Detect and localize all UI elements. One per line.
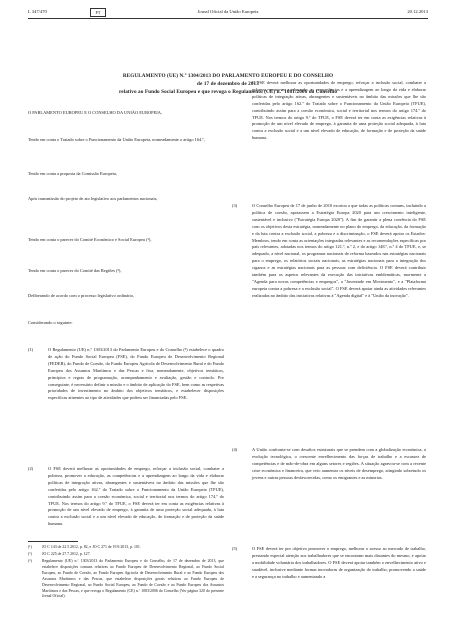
footnote-text: JO C 225 de 27.7.2012, p. 127. [42,552,91,556]
recital-text: A União confronta-se com desafios estruturais que se prendem com a globalização económica, a evolução tecnológica, o crescente envelhecimento das forças de trabalho e a escassez de competências e de mão-de-obra em alguns setores e regiões. A situação agravou-se com a recente crise económica e financeira, que veio aumentar os níveis de desemprego, atingindo sobretudo os jovens e outras pessoas desfavorecidas, como os emigrantes e as minorias. [252,447,426,480]
recital-number: (3) [232,203,238,208]
preamble-cor: Tendo em conta o parecer do Comité das Regiões (²), [28,268,122,273]
footnote-number: (¹) [28,545,32,549]
recital-1 [28,347,224,455]
recital-number: (1) [28,347,34,352]
regulation-date: de 17 de dezembro de 2013 [197,81,259,87]
publication-date: 20.12.2013 [407,9,428,14]
series-number: L 347/470 [28,9,47,14]
language-badge: PT [90,8,106,17]
page-header [28,7,428,17]
recital-text: O Conselho Europeu de 17 de junho de 2010 exortou a que todas as políticas comuns, incluindo a política de coesão, apoiassem a Estratégia Europa 2020 para um crescimento inteligente, sustentável e inclusivo ("Estratégia Europa 2020"). A fim de garantir a plena coerência do FSE com os objetivos desta estratégia, nomeadamente no plano do emprego, da educação, da formação e da luta contra a exclusão social, a pobreza e a discriminação, o FSE deverá apoiar os Estados-Membros, tendo em conta as orientações integradas relevantes e as recomendações específicas por país relevantes, adotadas nos termos do artigo 121.º, n.º 2, e do artigo 148.º, n.º 4 do TFUE, e, se adequado, a nível nacional, os programas nacionais de reforma baseados nas estratégias nacionais para o emprego, os relatórios sociais nacionais, as estratégias nacionais para a integração dos ciganos e as estratégias nacionais para as pessoas com deficiência. O FSE deverá contribuir também para os aspetos relevantes da execução das iniciativas emblemáticas, mormente a "Agenda para novas competências e empregos", a "Juventude em Movimento", e a "Plataforma europeia contra a pobreza e a exclusão social". O FSE deverá apoiar ainda as atividades relevantes realizadas no âmbito das iniciativas relativas à "Agenda digital" e à "União da inovação". [252,203,426,298]
recital-4 [232,447,426,517]
preamble-transmission: Após transmissão do projeto de ato legislativo aos parlamentos nacionais, [28,196,158,201]
footnote-number: (²) [28,552,32,556]
header-rule [28,18,428,19]
recital-2-text-part-2: O FSE deverá melhorar as oportunidades de emprego, reforçar a inclusão social, combater a pobreza, promover a educação, as competências e a aprendizagem ao longo da vida e elaborar políticas de integração ativas, abrangentes e sustentáveis no âmbito das missões que lhe são conferidas pelo artigo 162.º do Tratado sobre o Funcionamento da União Europeia (TFUE), contribuindo assim para a coesão económica, social e territorial nos termos do artigo 174.º do TFUE. Nos termos do artigo 9.º do TFUE, o FSE deverá ter em conta as exigências relativas à promoção de um nível elevado de emprego, à garantia de uma proteção social adequada, à luta contra a exclusão social e a um nível elevado de educação, de formação e de proteção da saúde humana. [252,80,426,141]
preamble-proposal: Tendo em conta a proposta da Comissão Europeia, [28,171,117,176]
recital-number: (4) [232,447,238,452]
recital-2-text-part-1: O FSE deverá melhorar as oportunidades de emprego, reforçar a inclusão social, combater a pobreza, promover a educação, as competências e a aprendizagem ao longo da vida e elaborar políticas de integração ativas, abrangentes e sustentáveis no âmbito das missões que lhe são conferidas pelo artigo 162.º do Tratado sobre o Funcionamento da União Europeia (TFUE), contribuindo assim para a coesão económica, social e territorial nos termos do artigo 174.º do TFUE. Nos termos do artigo 9.º do TFUE, o FSE deverá ter em conta as exigências relativas à promoção de um nível elevado de emprego, à garantia de uma proteção social adequada, à luta contra a exclusão social e a um nível elevado de educação, de formação e de proteção da saúde humana. [48,466,224,527]
recital-3 [232,203,426,418]
preamble-institutions: O PARLAMENTO EUROPEU E O CONSELHO DA UNIÃO EUROPEIA, [28,110,163,115]
journal-name: Jornal Oficial da União Europeia [197,9,259,14]
recital-text: O FSE deverá ter por objetivo promover o emprego, melhorar o acesso ao mercado de trabalho, prestando especial atenção aos trabalhadores que se encontram mais distantes do mesmo, e apoiar a mobilidade voluntária dos trabalhadores. O FSE deverá apoiar também o envelhecimento ativo e saudável, inclusive mediante formas inovadoras de organização do trabalho, promovendo a saúde e a segurança no trabalho e aumentando a [252,546,426,579]
footnote-3 [28,559,224,621]
preamble-treaty: Tendo em conta o Tratado sobre o Funcionamento da União Europeia, nomeadamente o artigo 164.º, [28,137,205,142]
preamble-whereas: Considerando o seguinte: [28,320,73,325]
preamble-eesc: Tendo em conta o parecer do Comité Económico e Social Europeu (¹), [28,237,152,242]
recital-5 [232,546,426,616]
preamble-procedure: Deliberando de acordo com o processo legislativo ordinário, [28,293,135,298]
recital-number: (5) [232,546,238,551]
recital-text: O Regulamento (UE) n.º 1303/2013 do Parlamento Europeu e do Conselho (³) estabelece o quadro de ação do Fundo Social Europeu (FSE), do Fundo Europeu de Desenvolvimento Regional (FEDER), do Fundo de Coesão, do Fundo Europeu Agrícola de Desenvolvimento Rural e do Fundo Europeu dos Assuntos Marítimos e das Pescas e fixa, nomeadamente, objetivos temáticos, princípios e regras de programação, acompanhamento e avaliação, gestão e controlo. Por conseguinte, é necessário definir a missão e o âmbito de aplicação do FSE, bem como as respetivas prioridades de investimento no âmbito dos objetivos temáticos, e estabelecer disposições específicas atinentes ao tipo de atividades que podem ser financiadas pelo FSE. [48,347,224,401]
footnote-text: JO C 143 de 22.5.2012, p. 82, e JO C 271 de 19.9.2013, p. 101. [42,545,141,549]
recital-number: (2) [28,466,34,471]
regulation-subject: relativo ao Fundo Social Europeu e que revoga o Regulamento (CE) n.º 1081/2006 do Conselho [118,89,338,95]
footnote-rule [28,541,78,542]
footnote-text: Regulamento (UE) n.º 1303/2013 do Parlamento Europeu e do Conselho, de 17 de dezembro de 2013, que estabelece disposições comuns relativas ao Fundo Europeu de Desenvolvimento Regional, ao Fundo Social Europeu, ao Fundo de Coesão, ao Fundo Europeu Agrícola de Desenvolvimento Rural e ao Fundo Europeu dos Assuntos Marítimos e das Pescas, que estabelece disposições gerais relativas ao Fundo Europeu de Desenvolvimento Regional, ao Fundo Social Europeu, ao Fundo de Coesão e ao Fundo Europeu dos Assuntos Marítimos e das Pescas, e que revoga o Regulamento (CE) n.º 1083/2006 do Conselho (Ver página 320 do presente Jornal Oficial). [42,559,224,599]
footnote-number: (³) [28,559,32,563]
regulation-title: REGULAMENTO (UE) N.º 1304/2013 DO PARLAMENTO EUROPEU E DO CONSELHO [122,73,334,79]
